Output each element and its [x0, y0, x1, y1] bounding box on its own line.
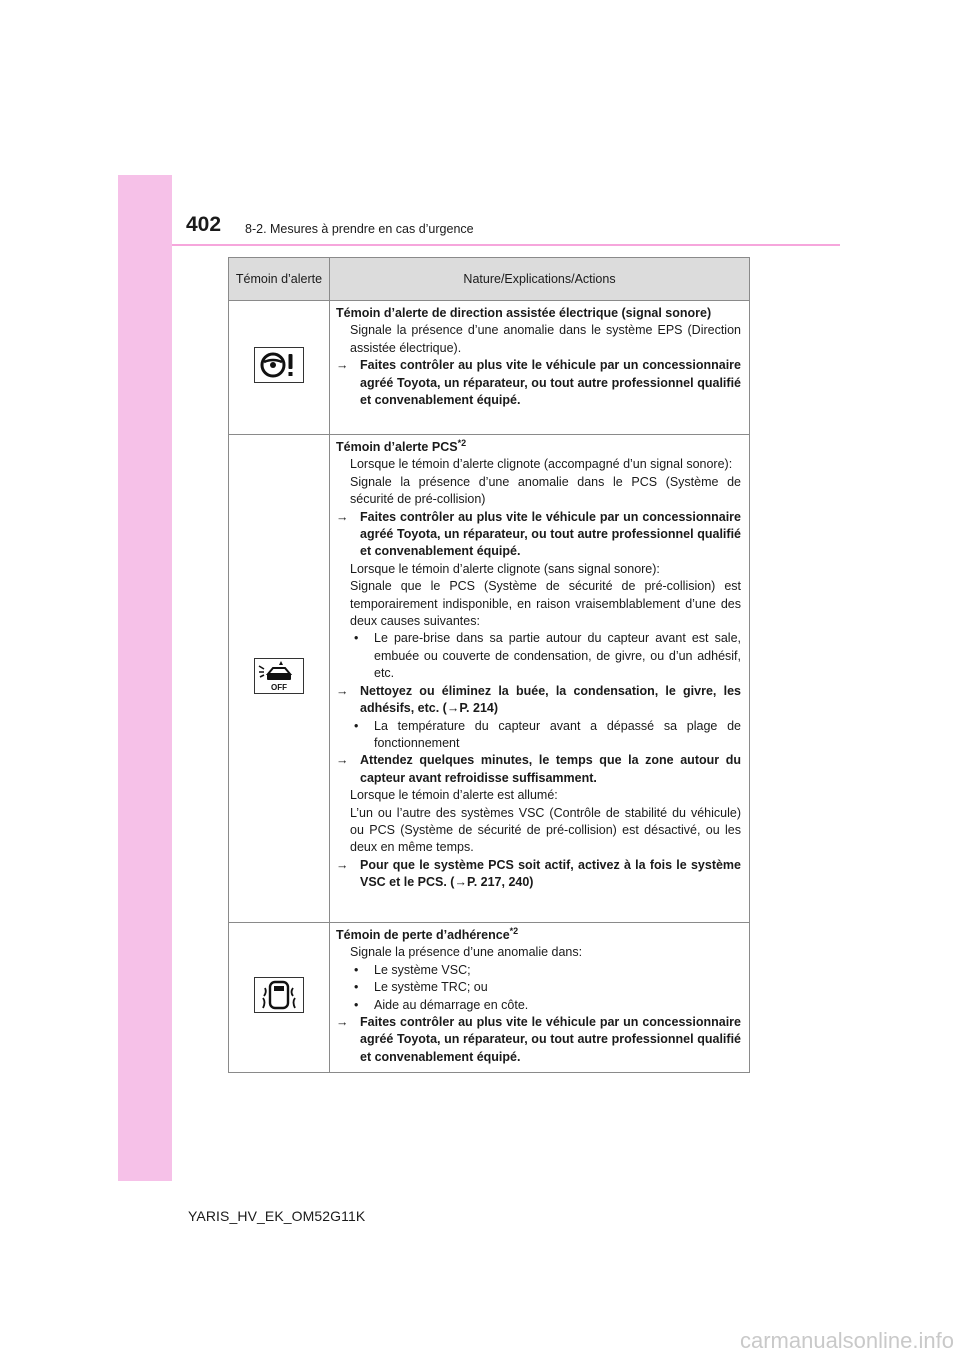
- section-title: 8-2. Mesures à prendre en cas d’urgence: [245, 222, 474, 236]
- footnote-mark: *2: [457, 437, 467, 448]
- warning-light-table: [228, 257, 750, 1073]
- icon-cell: [229, 301, 330, 435]
- table-row: [229, 301, 750, 435]
- manual-code: YARIS_HV_EK_OM52G11K: [188, 1208, 366, 1224]
- row-title: Témoin d’alerte PCS$^{*2}$: [336, 437, 467, 454]
- row-text: Signale la présence d’une anomalie dans:: [350, 945, 583, 960]
- watermark: carmanualsonline.info: [739, 1328, 954, 1353]
- page-number: 402: [186, 213, 222, 236]
- action-item: → Faites contrôler au plus vite le véhicule par un concessionnaire agréé Toyota, un réparateur, ou tout autre professionnel qualifié et convenablement équipé.: [336, 358, 741, 408]
- eps-warning-icon: [254, 347, 304, 383]
- row-text: L’un ou l’autre des systèmes VSC (Contrôle de stabilité du véhicule) ou PCS (Système de sécurité de pré-collision) est désactivé, ou les deux en même temps.: [350, 805, 741, 855]
- bullet-item: • Le pare-brise dans sa partie autour du capteur avant est sale, embuée ou couverte de condensation, de givre, ou d’un adhésif, etc.: [354, 631, 741, 681]
- action-item: → Faites contrôler au plus vite le véhicule par un concessionnaire agréé Toyota, un réparateur, ou tout autre professionnel qualifié et convenablement équipé.: [336, 509, 741, 559]
- row-title: Témoin de perte d’adhérence$^{*2}$: [336, 925, 519, 942]
- row-text: Lorsque le témoin d’alerte clignote (accompagné d’un signal sonore):: [350, 457, 733, 472]
- side-tab-band: [118, 175, 172, 1181]
- bullet-item: • Le système VSC;: [354, 962, 471, 977]
- bullet-item: • Aide au démarrage en côte.: [354, 997, 529, 1012]
- header-rule: [172, 244, 840, 246]
- row-text: Lorsque le témoin d’alerte clignote (sans signal sonore):: [350, 561, 660, 576]
- action-item: → Attendez quelques minutes, le temps que la zone autour du capteur avant refroidisse suffisamment.: [336, 753, 741, 785]
- icon-cell: [229, 435, 330, 923]
- bullet-item: • Le système TRC; ou: [354, 980, 488, 995]
- row-title: Témoin d’alerte de direction assistée électrique (signal sonore): [336, 306, 712, 320]
- description-cell: [330, 923, 750, 1073]
- description-cell: [330, 301, 750, 435]
- footnote-mark: *2: [509, 925, 519, 936]
- description-cell: [330, 435, 750, 923]
- slip-indicator-icon: [254, 977, 304, 1013]
- row-text: Signale la présence d’une anomalie dans le PCS (Système de sécurité de pré-collision): [350, 474, 741, 507]
- table-header-row: [229, 258, 750, 301]
- pcs-off-icon: [254, 658, 304, 694]
- table-row: [229, 923, 750, 1073]
- action-item: → Nettoyez ou éliminez la buée, la condensation, le givre, les adhésifs, etc. (→P. 214): [336, 683, 741, 716]
- row-text: Lorsque le témoin d’alerte est allumé:: [350, 788, 558, 803]
- table-row: [229, 435, 750, 923]
- row-text: Signale la présence d’une anomalie dans le système EPS (Direction assistée électrique).: [350, 323, 741, 355]
- column-header-nature: Nature/Explications/Actions: [330, 258, 750, 301]
- action-item: → Pour que le système PCS soit actif, activez à la fois le système VSC et le PCS. (→P. 217, 240): [336, 857, 741, 890]
- icon-cell: [229, 923, 330, 1073]
- bullet-item: • La température du capteur avant a dépassé sa plage de fonctionnement: [354, 718, 741, 750]
- column-header-light: Témoin d’alerte: [229, 258, 330, 301]
- pcs-off-label: OFF: [271, 682, 287, 692]
- action-item: → Faites contrôler au plus vite le véhicule par un concessionnaire agréé Toyota, un réparateur, ou tout autre professionnel qualifié et convenablement équipé.: [336, 1015, 741, 1064]
- row-text: Signale que le PCS (Système de sécurité de pré-collision) est temporairement indisponible, en raison vraisemblablement d’une des deux causes suivantes:: [350, 579, 741, 629]
